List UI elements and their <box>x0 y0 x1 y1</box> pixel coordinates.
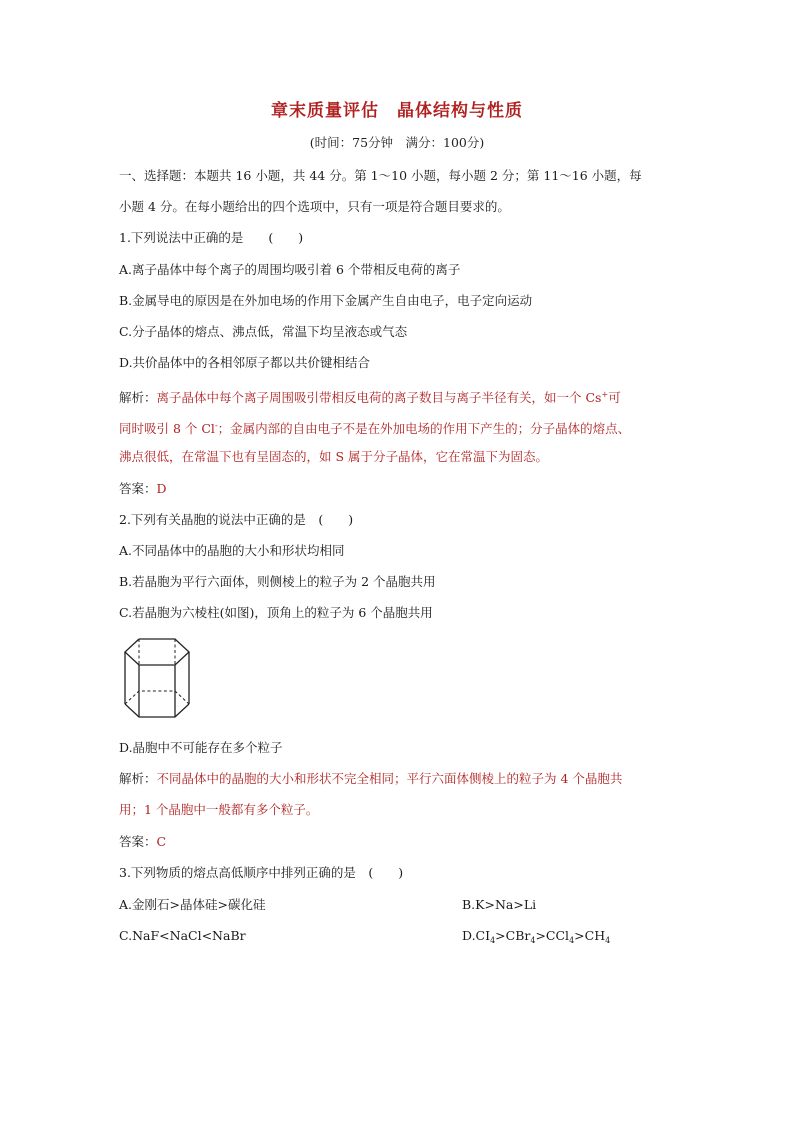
q1-analysis-text-2a: 同时吸引 8 个 Cl <box>119 421 215 436</box>
q2-answer-label: 答案： <box>119 834 157 849</box>
q1-analysis-text-1a: 离子晶体中每个离子周围吸引带相反电荷的离子数目与离子半径有关，如一个 Cs <box>156 390 602 405</box>
q1-analysis-line-2 <box>119 417 679 438</box>
section-instructions-line-1: 一、选择题：本题共 16 小题，共 44 分。第 1～10 小题，每小题 2 分；第 11～16 小题，每 <box>119 168 642 183</box>
q2-option-d: D.晶胞中不可能存在多个粒子 <box>119 740 283 755</box>
q3-stem: 3.下列物质的熔点高低顺序中排列正确的是 ( ) <box>119 865 404 880</box>
q1-option-c: C.分子晶体的熔点、沸点低，常温下均呈液态或气态 <box>119 324 408 339</box>
hexagonal-prism-figure <box>118 632 198 724</box>
q2-option-a: A.不同晶体中的晶胞的大小和形状均相同 <box>119 543 345 558</box>
q3-d-part: >CCl <box>535 928 570 943</box>
q3-d-part: D.CI <box>462 928 491 943</box>
q3-d-subscript: 4 <box>490 936 496 945</box>
q1-answer-value: D <box>156 481 167 496</box>
q1-option-b: B.金属导电的原因是在外加电场的作用下金属产生自由电子，电子定向运动 <box>119 293 533 308</box>
q1-option-d: D.共价晶体中的各相邻原子都以共价键相结合 <box>119 355 371 370</box>
cation-charge: + <box>601 390 609 399</box>
q1-stem: 1.下列说法中正确的是 ( ) <box>119 230 304 245</box>
q3-d-subscript: 4 <box>569 936 575 945</box>
exam-info: (时间：75分钟 满分：100分) <box>309 135 485 150</box>
q1-analysis-line-1 <box>119 386 679 407</box>
q3-option-b: B.K>Na>Li <box>462 897 537 912</box>
q1-analysis-text-1b: 可 <box>608 390 621 405</box>
q1-analysis-text-2b: ；金属内部的自由电子不是在外加电场的作用下产生的；分子晶体的熔点、 <box>217 421 631 436</box>
section-instructions-line-2: 小题 4 分。在每小题给出的四个选项中，只有一项是符合题目要求的。 <box>119 199 510 214</box>
q2-option-b: B.若晶胞为平行六面体，则侧棱上的粒子为 2 个晶胞共用 <box>119 574 436 589</box>
q3-option-a: A.金刚石>晶体硅>碳化硅 <box>119 897 266 912</box>
q2-stem: 2.下列有关晶胞的说法中正确的是 ( ) <box>119 512 354 527</box>
q1-option-a: A.离子晶体中每个离子的周围均吸引着 6 个带相反电荷的离子 <box>119 262 461 277</box>
anion-charge: - <box>214 421 218 430</box>
q1-answer <box>119 480 679 498</box>
page-title: 章末质量评估 晶体结构与性质 <box>271 101 523 121</box>
q2-analysis-line-1 <box>119 770 679 788</box>
q3-options-row-1 <box>119 896 679 914</box>
q1-analysis-label: 解析： <box>119 390 157 405</box>
q3-d-subscript: 4 <box>605 936 611 945</box>
q2-analysis-label: 解析： <box>119 771 157 786</box>
q3-option-c: C.NaF<NaCl<NaBr <box>119 928 246 943</box>
q3-option-d <box>462 927 610 950</box>
q3-d-part: >CH <box>574 928 606 943</box>
q3-d-part: >CBr <box>495 928 531 943</box>
q1-answer-label: 答案： <box>119 481 157 496</box>
q3-options-row-2 <box>119 927 679 945</box>
q2-analysis-line-2: 用；1 个晶胞中一般都有多个粒子。 <box>119 802 319 817</box>
q1-analysis-line-3: 沸点很低，在常温下也有呈固态的，如 S 属于分子晶体，它在常温下为固态。 <box>119 449 549 464</box>
q2-answer <box>119 833 679 851</box>
q3-d-subscript: 4 <box>530 936 536 945</box>
q2-option-c: C.若晶胞为六棱柱(如图)，顶角上的粒子为 6 个晶胞共用 <box>119 605 433 620</box>
q2-answer-value: C <box>156 834 167 849</box>
q2-analysis-text-1: 不同晶体中的晶胞的大小和形状不完全相同；平行六面体侧棱上的粒子为 4 个晶胞共 <box>156 771 623 786</box>
